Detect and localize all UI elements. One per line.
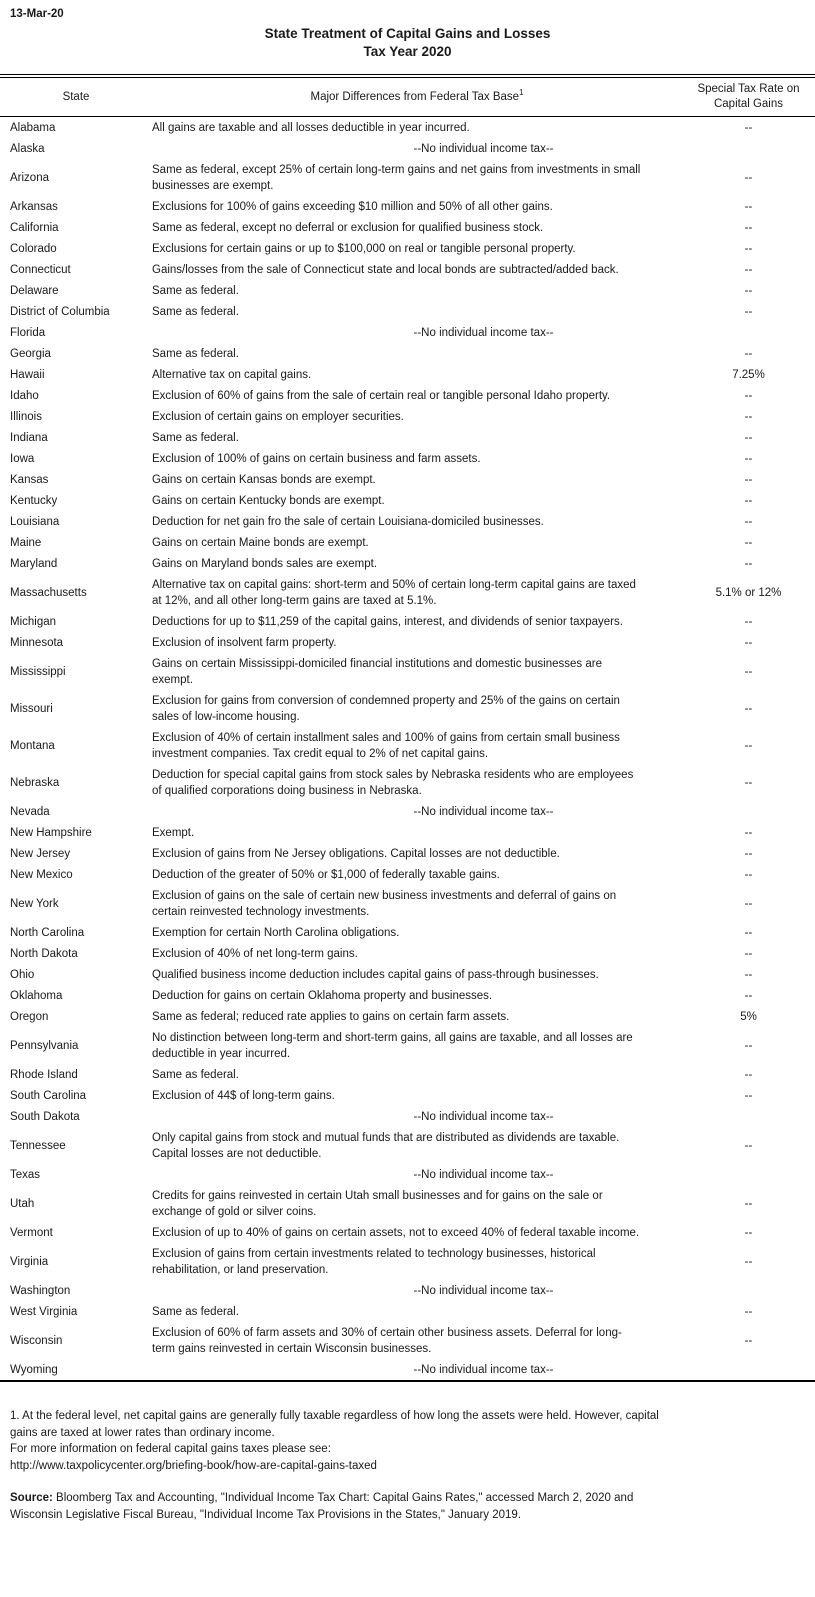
difference-text: Deduction of the greater of 50% or $1,000 of federally taxable gains. xyxy=(152,868,500,881)
difference-text: Alternative tax on capital gains: short-term and 50% of certain long-term capital gains are taxed at 12%, and all other long-term gains are taxed at 5.1%. xyxy=(152,578,636,607)
state-cell: Washington xyxy=(10,1284,71,1297)
difference-text: Same as federal. xyxy=(152,431,239,444)
column-header-differences xyxy=(152,76,682,117)
no-income-tax-cell: --No individual income tax-- xyxy=(413,1168,554,1181)
footnote-more-info: For more information on federal capital gains taxes please see: xyxy=(10,1443,331,1455)
difference-text: Exclusions for certain gains or up to $100,000 on real or tangible personal property. xyxy=(152,242,576,255)
state-cell: Pennsylvania xyxy=(10,1039,79,1052)
rate-cell: -- xyxy=(744,947,753,960)
state-cell: Maine xyxy=(10,536,42,549)
rate-cell: -- xyxy=(744,665,753,678)
state-cell: Indiana xyxy=(10,431,48,444)
table-row xyxy=(0,843,815,864)
table-row xyxy=(0,448,815,469)
difference-text: Exclusion of 60% of farm assets and 30% of certain other business assets. Deferral for long-term gains reinvested in certain Wisconsin businesses. xyxy=(152,1326,622,1355)
table-row xyxy=(0,322,815,343)
difference-text: Exclusion of gains from certain investments related to technology businesses, historical rehabilitation, or land preservation. xyxy=(152,1247,596,1276)
difference-text: Exclusion of 40% of certain installment sales and 100% of gains from certain small business investment companies. Tax credit equal to 2% of net capital gains. xyxy=(152,731,620,760)
state-cell: Ohio xyxy=(10,968,35,981)
page-subtitle: Tax Year 2020 xyxy=(363,44,452,59)
difference-text: Credits for gains reinvested in certain Utah small businesses and for gains on the sale or exchange of gold or silver coins. xyxy=(152,1189,603,1218)
difference-text: Exclusion of gains from Ne Jersey obligations. Capital losses are not deductible. xyxy=(152,847,560,860)
table-row xyxy=(0,385,815,406)
table-row xyxy=(0,196,815,217)
state-cell: North Dakota xyxy=(10,947,78,960)
difference-text: Gains on certain Mississippi-domiciled financial institutions and domestic businesses are exempt. xyxy=(152,657,602,686)
difference-text: Exclusion for gains from conversion of condemned property and 25% of the gains on certain sales of low-income housing. xyxy=(152,694,620,723)
rate-cell: 5.1% or 12% xyxy=(715,586,782,599)
table-header xyxy=(0,76,815,117)
table-row xyxy=(0,611,815,632)
difference-text: Exclusions for 100% of gains exceeding $10 million and 50% of all other gains. xyxy=(152,200,553,213)
source-section xyxy=(10,1490,655,1523)
difference-cell xyxy=(152,532,682,553)
table-row xyxy=(0,1185,815,1222)
table-row xyxy=(0,1106,815,1127)
state-cell: Montana xyxy=(10,739,55,752)
state-cell: New Jersey xyxy=(10,847,71,860)
rate-cell: -- xyxy=(744,431,753,444)
difference-cell xyxy=(152,690,682,727)
state-cell: Kentucky xyxy=(10,494,58,507)
table-row xyxy=(0,259,815,280)
rate-cell: -- xyxy=(744,1305,753,1318)
table-row xyxy=(0,217,815,238)
rate-cell: -- xyxy=(744,473,753,486)
state-cell: Illinois xyxy=(10,410,42,423)
rate-cell: -- xyxy=(744,702,753,715)
column-header-rate xyxy=(682,76,815,117)
rate-cell: -- xyxy=(744,284,753,297)
difference-text: Same as federal. xyxy=(152,305,239,318)
column-header-rate-line1: Special Tax Rate on xyxy=(697,83,800,95)
rate-cell: -- xyxy=(744,968,753,981)
table-row xyxy=(0,822,815,843)
difference-cell xyxy=(152,238,682,259)
rate-cell: -- xyxy=(744,897,753,910)
difference-cell xyxy=(152,406,682,427)
rate-cell: 7.25% xyxy=(732,368,765,381)
state-cell: Minnesota xyxy=(10,636,64,649)
difference-cell xyxy=(152,385,682,406)
table-row xyxy=(0,1064,815,1085)
difference-text: Same as federal. xyxy=(152,347,239,360)
difference-cell xyxy=(152,764,682,801)
difference-text: Same as federal; reduced rate applies to gains on certain farm assets. xyxy=(152,1010,510,1023)
rate-cell: -- xyxy=(744,1068,753,1081)
difference-cell xyxy=(152,1322,682,1359)
state-cell: West Virginia xyxy=(10,1305,78,1318)
no-income-tax-cell: --No individual income tax-- xyxy=(413,1110,554,1123)
difference-cell xyxy=(152,490,682,511)
difference-cell xyxy=(152,727,682,764)
rate-cell: -- xyxy=(744,452,753,465)
table-row xyxy=(0,1359,815,1381)
state-cell: New Mexico xyxy=(10,868,73,881)
difference-cell xyxy=(152,301,682,322)
footnote-reference: 1 xyxy=(519,87,524,97)
rate-cell: -- xyxy=(744,868,753,881)
difference-text: Exclusion of 60% of gains from the sale of certain real or tangible personal Idaho property. xyxy=(152,389,611,402)
rate-cell: -- xyxy=(744,410,753,423)
table-row xyxy=(0,943,815,964)
table-row xyxy=(0,490,815,511)
difference-cell xyxy=(152,1243,682,1280)
difference-cell xyxy=(152,843,682,864)
table-row xyxy=(0,138,815,159)
state-cell: Rhode Island xyxy=(10,1068,78,1081)
state-cell: Louisiana xyxy=(10,515,60,528)
difference-text: Exclusion of up to 40% of gains on certain assets, not to exceed 40% of federal taxable income. xyxy=(152,1226,640,1239)
state-cell: Iowa xyxy=(10,452,35,465)
state-cell: Wisconsin xyxy=(10,1334,63,1347)
title-block xyxy=(0,25,815,61)
difference-text: Exclusion of gains on the sale of certain new business investments and deferral of gains on certain reinvested technology investments. xyxy=(152,889,617,918)
state-cell: Texas xyxy=(10,1168,41,1181)
table-row xyxy=(0,1280,815,1301)
difference-text: Gains on Maryland bonds sales are exempt. xyxy=(152,557,378,570)
rate-cell: -- xyxy=(744,347,753,360)
table-row xyxy=(0,1301,815,1322)
difference-text: Exclusion of insolvent farm property. xyxy=(152,636,337,649)
state-cell: New Hampshire xyxy=(10,826,92,839)
table-row xyxy=(0,1222,815,1243)
difference-text: Deductions for up to $11,259 of the capital gains, interest, and dividends of senior taxpayers. xyxy=(152,615,623,628)
difference-cell xyxy=(152,1301,682,1322)
state-cell: Idaho xyxy=(10,389,39,402)
rate-cell: -- xyxy=(744,636,753,649)
rate-cell: -- xyxy=(744,242,753,255)
rate-cell: -- xyxy=(744,200,753,213)
difference-cell xyxy=(152,985,682,1006)
state-cell: Massachusetts xyxy=(10,586,87,599)
table-row xyxy=(0,885,815,922)
difference-text: Gains on certain Kansas bonds are exempt. xyxy=(152,473,376,486)
difference-text: Same as federal. xyxy=(152,284,239,297)
difference-cell xyxy=(152,922,682,943)
column-header-differences-label: Major Differences from Federal Tax Base xyxy=(310,90,520,103)
difference-cell xyxy=(152,117,682,139)
table-row xyxy=(0,511,815,532)
difference-text: Gains/losses from the sale of Connecticut state and local bonds are subtracted/added back. xyxy=(152,263,619,276)
difference-cell xyxy=(152,159,682,196)
difference-text: Gains on certain Kentucky bonds are exempt. xyxy=(152,494,385,507)
difference-cell xyxy=(152,196,682,217)
difference-text: Qualified business income deduction includes capital gains of pass-through businesses. xyxy=(152,968,599,981)
state-cell: South Dakota xyxy=(10,1110,80,1123)
rate-cell: -- xyxy=(744,389,753,402)
header-row xyxy=(0,76,815,117)
difference-cell xyxy=(152,632,682,653)
difference-text: Exclusion of 40% of net long-term gains. xyxy=(152,947,358,960)
state-cell: Michigan xyxy=(10,615,57,628)
difference-text: Same as federal. xyxy=(152,1305,239,1318)
difference-cell xyxy=(152,469,682,490)
rate-cell: -- xyxy=(744,121,753,134)
table-row xyxy=(0,532,815,553)
difference-cell xyxy=(152,822,682,843)
difference-text: Deduction for special capital gains from stock sales by Nebraska residents who are employees of qualified corporations doing business in Nebraska. xyxy=(152,768,634,797)
rate-cell: -- xyxy=(744,557,753,570)
table-row xyxy=(0,690,815,727)
state-cell: Delaware xyxy=(10,284,59,297)
no-income-tax-cell: --No individual income tax-- xyxy=(413,1363,554,1376)
table-row xyxy=(0,280,815,301)
no-income-tax-cell: --No individual income tax-- xyxy=(413,326,554,339)
table-row xyxy=(0,1322,815,1359)
difference-cell xyxy=(152,653,682,690)
rate-cell: -- xyxy=(744,847,753,860)
table-row xyxy=(0,632,815,653)
no-income-tax-cell: --No individual income tax-- xyxy=(413,142,554,155)
state-cell: Alabama xyxy=(10,121,56,134)
difference-cell xyxy=(152,427,682,448)
difference-text: Same as federal. xyxy=(152,1068,239,1081)
footnote-url: http://www.taxpolicycenter.org/briefing-book/how-are-capital-gains-taxed xyxy=(10,1459,377,1472)
table-row xyxy=(0,1127,815,1164)
rate-cell: -- xyxy=(744,1089,753,1102)
difference-cell xyxy=(152,1127,682,1164)
rate-cell: -- xyxy=(744,826,753,839)
state-cell: Nevada xyxy=(10,805,50,818)
source-text: Bloomberg Tax and Accounting, "Individual Income Tax Chart: Capital Gains Rates," accessed March 2, 2020 and Wisconsin Legislative Fiscal Bureau, "Individual Income Tax Provisions in the States," January 2019. xyxy=(10,1492,634,1521)
difference-text: Exclusion of 44$ of long-term gains. xyxy=(152,1089,335,1102)
table-row xyxy=(0,343,815,364)
source-label: Source: xyxy=(10,1492,53,1504)
difference-cell xyxy=(152,259,682,280)
difference-cell xyxy=(152,343,682,364)
table-row xyxy=(0,574,815,611)
state-cell: Colorado xyxy=(10,242,57,255)
state-cell: Mississippi xyxy=(10,665,66,678)
difference-text: Exclusion of 100% of gains on certain business and farm assets. xyxy=(152,452,481,465)
rate-cell: -- xyxy=(744,776,753,789)
rate-cell: -- xyxy=(744,1039,753,1052)
rate-cell: -- xyxy=(744,1255,753,1268)
state-cell: Maryland xyxy=(10,557,58,570)
table-row xyxy=(0,1006,815,1027)
difference-cell xyxy=(152,1185,682,1222)
table-row xyxy=(0,406,815,427)
table-row xyxy=(0,1243,815,1280)
rate-cell: -- xyxy=(744,171,753,184)
difference-text: All gains are taxable and all losses deductible in year incurred. xyxy=(152,121,470,134)
rate-cell: -- xyxy=(744,989,753,1002)
footnote-1: 1. At the federal level, net capital gains are generally fully taxable regardless of how long the assets were held. However, capital gains are taxed at lower rates than ordinary income. xyxy=(10,1410,659,1439)
table-row xyxy=(0,553,815,574)
table-row xyxy=(0,764,815,801)
table-row xyxy=(0,469,815,490)
difference-text: Exemption for certain North Carolina obligations. xyxy=(152,926,400,939)
state-cell: Utah xyxy=(10,1197,35,1210)
table-row xyxy=(0,864,815,885)
table-row xyxy=(0,159,815,196)
state-cell: Wyoming xyxy=(10,1363,58,1376)
difference-text: Same as federal, except no deferral or exclusion for qualified business stock. xyxy=(152,221,544,234)
column-header-state: State xyxy=(0,76,152,117)
difference-cell xyxy=(152,448,682,469)
difference-text: No distinction between long-term and short-term gains, all gains are taxable, and all losses are deductible in year incurred. xyxy=(152,1031,633,1060)
table-row xyxy=(0,117,815,139)
difference-cell xyxy=(152,511,682,532)
table-row xyxy=(0,922,815,943)
column-header-rate-line2: Capital Gains xyxy=(713,98,784,110)
page-title: State Treatment of Capital Gains and Losses xyxy=(264,26,551,41)
state-cell: South Carolina xyxy=(10,1089,87,1102)
table-row xyxy=(0,427,815,448)
rate-cell: -- xyxy=(744,1334,753,1347)
state-cell: Oregon xyxy=(10,1010,49,1023)
difference-text: Gains on certain Maine bonds are exempt. xyxy=(152,536,369,549)
rate-cell: -- xyxy=(744,615,753,628)
no-income-tax-cell: --No individual income tax-- xyxy=(413,1284,554,1297)
state-cell: Oklahoma xyxy=(10,989,63,1002)
difference-cell xyxy=(152,574,682,611)
table-row xyxy=(0,964,815,985)
state-cell: North Carolina xyxy=(10,926,85,939)
rate-cell: -- xyxy=(744,536,753,549)
table-row xyxy=(0,1027,815,1064)
difference-text: Alternative tax on capital gains. xyxy=(152,368,312,381)
state-cell: California xyxy=(10,221,59,234)
capital-gains-table xyxy=(0,74,815,1382)
difference-cell xyxy=(152,885,682,922)
difference-cell xyxy=(152,280,682,301)
difference-cell xyxy=(152,943,682,964)
rate-cell: -- xyxy=(744,263,753,276)
state-cell: Nebraska xyxy=(10,776,60,789)
difference-text: Exclusion of certain gains on employer securities. xyxy=(152,410,404,423)
state-cell: Florida xyxy=(10,326,46,339)
state-cell: Virginia xyxy=(10,1255,49,1268)
state-cell: Connecticut xyxy=(10,263,71,276)
difference-text: Exempt. xyxy=(152,826,195,839)
table-row xyxy=(0,985,815,1006)
state-cell: Kansas xyxy=(10,473,49,486)
state-cell: District of Columbia xyxy=(10,305,110,318)
rate-cell: -- xyxy=(744,515,753,528)
rate-cell: -- xyxy=(744,1139,753,1152)
state-cell: Tennessee xyxy=(10,1139,66,1152)
difference-cell xyxy=(152,553,682,574)
difference-cell xyxy=(152,1222,682,1243)
difference-text: Only capital gains from stock and mutual funds that are distributed as dividends are taxable. Capital losses are not deductible. xyxy=(152,1131,620,1160)
difference-text: Deduction for net gain fro the sale of certain Louisiana-domiciled businesses. xyxy=(152,515,544,528)
rate-cell: -- xyxy=(744,305,753,318)
difference-cell xyxy=(152,1064,682,1085)
table-row xyxy=(0,1164,815,1185)
table-row xyxy=(0,727,815,764)
table-row xyxy=(0,364,815,385)
table-row xyxy=(0,653,815,690)
no-income-tax-cell: --No individual income tax-- xyxy=(413,805,554,818)
state-cell: Vermont xyxy=(10,1226,53,1239)
difference-text: Same as federal, except 25% of certain long-term gains and net gains from investments in small businesses are exempt. xyxy=(152,163,641,192)
difference-text: Deduction for gains on certain Oklahoma property and businesses. xyxy=(152,989,493,1002)
difference-cell xyxy=(152,1006,682,1027)
table-row xyxy=(0,1085,815,1106)
difference-cell xyxy=(152,611,682,632)
state-cell: New York xyxy=(10,897,59,910)
difference-cell xyxy=(152,364,682,385)
table-row xyxy=(0,301,815,322)
rate-cell: -- xyxy=(744,494,753,507)
rate-cell: -- xyxy=(744,1197,753,1210)
footnotes-section xyxy=(10,1408,805,1474)
state-cell: Arkansas xyxy=(10,200,58,213)
date-label: 13-Mar-20 xyxy=(10,8,64,20)
table-body xyxy=(0,117,815,1382)
difference-cell xyxy=(152,1027,682,1064)
state-cell: Alaska xyxy=(10,142,45,155)
rate-cell: -- xyxy=(744,739,753,752)
table-row xyxy=(0,801,815,822)
difference-cell xyxy=(152,1085,682,1106)
difference-cell xyxy=(152,217,682,238)
state-cell: Hawaii xyxy=(10,368,45,381)
rate-cell: 5% xyxy=(740,1010,757,1023)
state-cell: Missouri xyxy=(10,702,53,715)
rate-cell: -- xyxy=(744,1226,753,1239)
difference-cell xyxy=(152,864,682,885)
state-cell: Arizona xyxy=(10,171,49,184)
difference-cell xyxy=(152,964,682,985)
rate-cell: -- xyxy=(744,926,753,939)
table-row xyxy=(0,238,815,259)
rate-cell: -- xyxy=(744,221,753,234)
state-cell: Georgia xyxy=(10,347,51,360)
